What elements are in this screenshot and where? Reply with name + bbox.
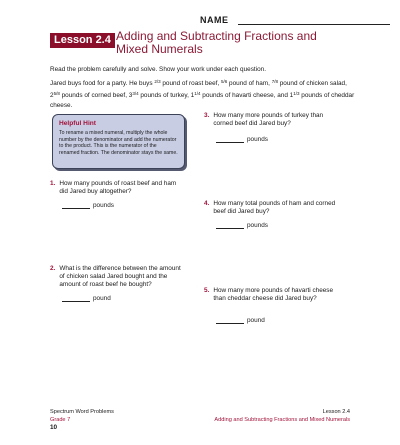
page-number: 10 <box>50 424 58 431</box>
fraction: 5/6 <box>221 79 228 84</box>
fraction: 1/4 <box>194 91 201 96</box>
footer-right <box>200 408 350 424</box>
helpful-hint-box <box>52 114 185 169</box>
fraction: 3/4 <box>132 91 139 96</box>
instructions: Read the problem carefully and solve. Show your work under each question. <box>50 66 266 73</box>
answer-unit: pounds <box>247 222 268 229</box>
question-number: 5. <box>204 287 210 294</box>
name-line[interactable] <box>238 24 390 25</box>
answer-2[interactable] <box>62 295 111 302</box>
fraction: 2/3 <box>154 79 161 84</box>
question-4 <box>204 200 354 216</box>
question-3 <box>204 112 354 128</box>
question-number: 2. <box>50 265 56 272</box>
answer-5[interactable] <box>216 317 265 324</box>
fraction: 7/8 <box>271 79 278 84</box>
answer-3[interactable] <box>216 136 268 143</box>
footer-lesson: Lesson 2.4 <box>322 409 350 415</box>
lesson-title: Adding and Subtracting Fractions and Mixed Numerals <box>116 29 317 56</box>
answer-4[interactable] <box>216 222 268 229</box>
footer-left <box>50 408 114 432</box>
question-text: How many more pounds of havarti cheese than cheddar cheese did Jared buy? <box>213 287 334 303</box>
question-1 <box>50 180 190 196</box>
name-field[interactable] <box>200 14 390 28</box>
question-text: What is the difference between the amount of chicken salad Jared bought and the amount of roast beef he bought? <box>59 265 181 289</box>
question-text: How many total pounds of ham and corned beef did Jared buy? <box>213 200 336 216</box>
question-5 <box>204 287 354 303</box>
answer-blank[interactable] <box>62 208 90 209</box>
question-text: How many more pounds of turkey than corned beef did Jared buy? <box>213 112 324 128</box>
hint-title: Helpful Hint <box>59 120 96 127</box>
hint-text: To rename a mixed numeral, multiply the whole number by the denominator and add the numerator to the product. This is the numerator of the renamed fraction. The denominator stays the same. <box>59 130 178 156</box>
answer-unit: pound <box>247 317 265 324</box>
question-text: How many pounds of roast beef and ham did Jared buy altogether? <box>59 180 177 196</box>
answer-unit: pounds <box>247 136 268 143</box>
footer-lesson-title: Adding and Subtracting Fractions and Mixed Numerals <box>214 417 350 423</box>
answer-blank[interactable] <box>62 301 90 302</box>
intro-paragraph: Jared buys food for a party. He buys $^{2/3}$ pound of roast beef, $^{5/6}$ pound of ham, $^{7/8}$ pound of chicken salad, $2^{5/8}$ pounds of corned beef, $3^{3/4}$ pounds of turkey, $1^{1/4}$ pounds of havarti cheese, and $1^{1/3}$ pounds of cheddar cheese. <box>50 79 355 109</box>
question-number: 1. <box>50 180 56 187</box>
fraction: 5/8 <box>53 91 60 96</box>
answer-blank[interactable] <box>216 323 244 324</box>
answer-blank[interactable] <box>216 142 244 143</box>
question-2 <box>50 265 195 290</box>
name-label: NAME <box>200 15 229 25</box>
grade-label: Grade 7 <box>50 417 71 423</box>
question-number: 4. <box>204 200 210 207</box>
answer-unit: pounds <box>93 202 114 209</box>
fraction: 1/3 <box>293 91 300 96</box>
answer-blank[interactable] <box>216 228 244 229</box>
lesson-badge: Lesson 2.4 <box>50 33 115 48</box>
answer-1[interactable] <box>62 202 114 209</box>
book-title: Spectrum Word Problems <box>50 409 114 415</box>
answer-unit: pound <box>93 295 111 302</box>
question-number: 3. <box>204 112 210 119</box>
